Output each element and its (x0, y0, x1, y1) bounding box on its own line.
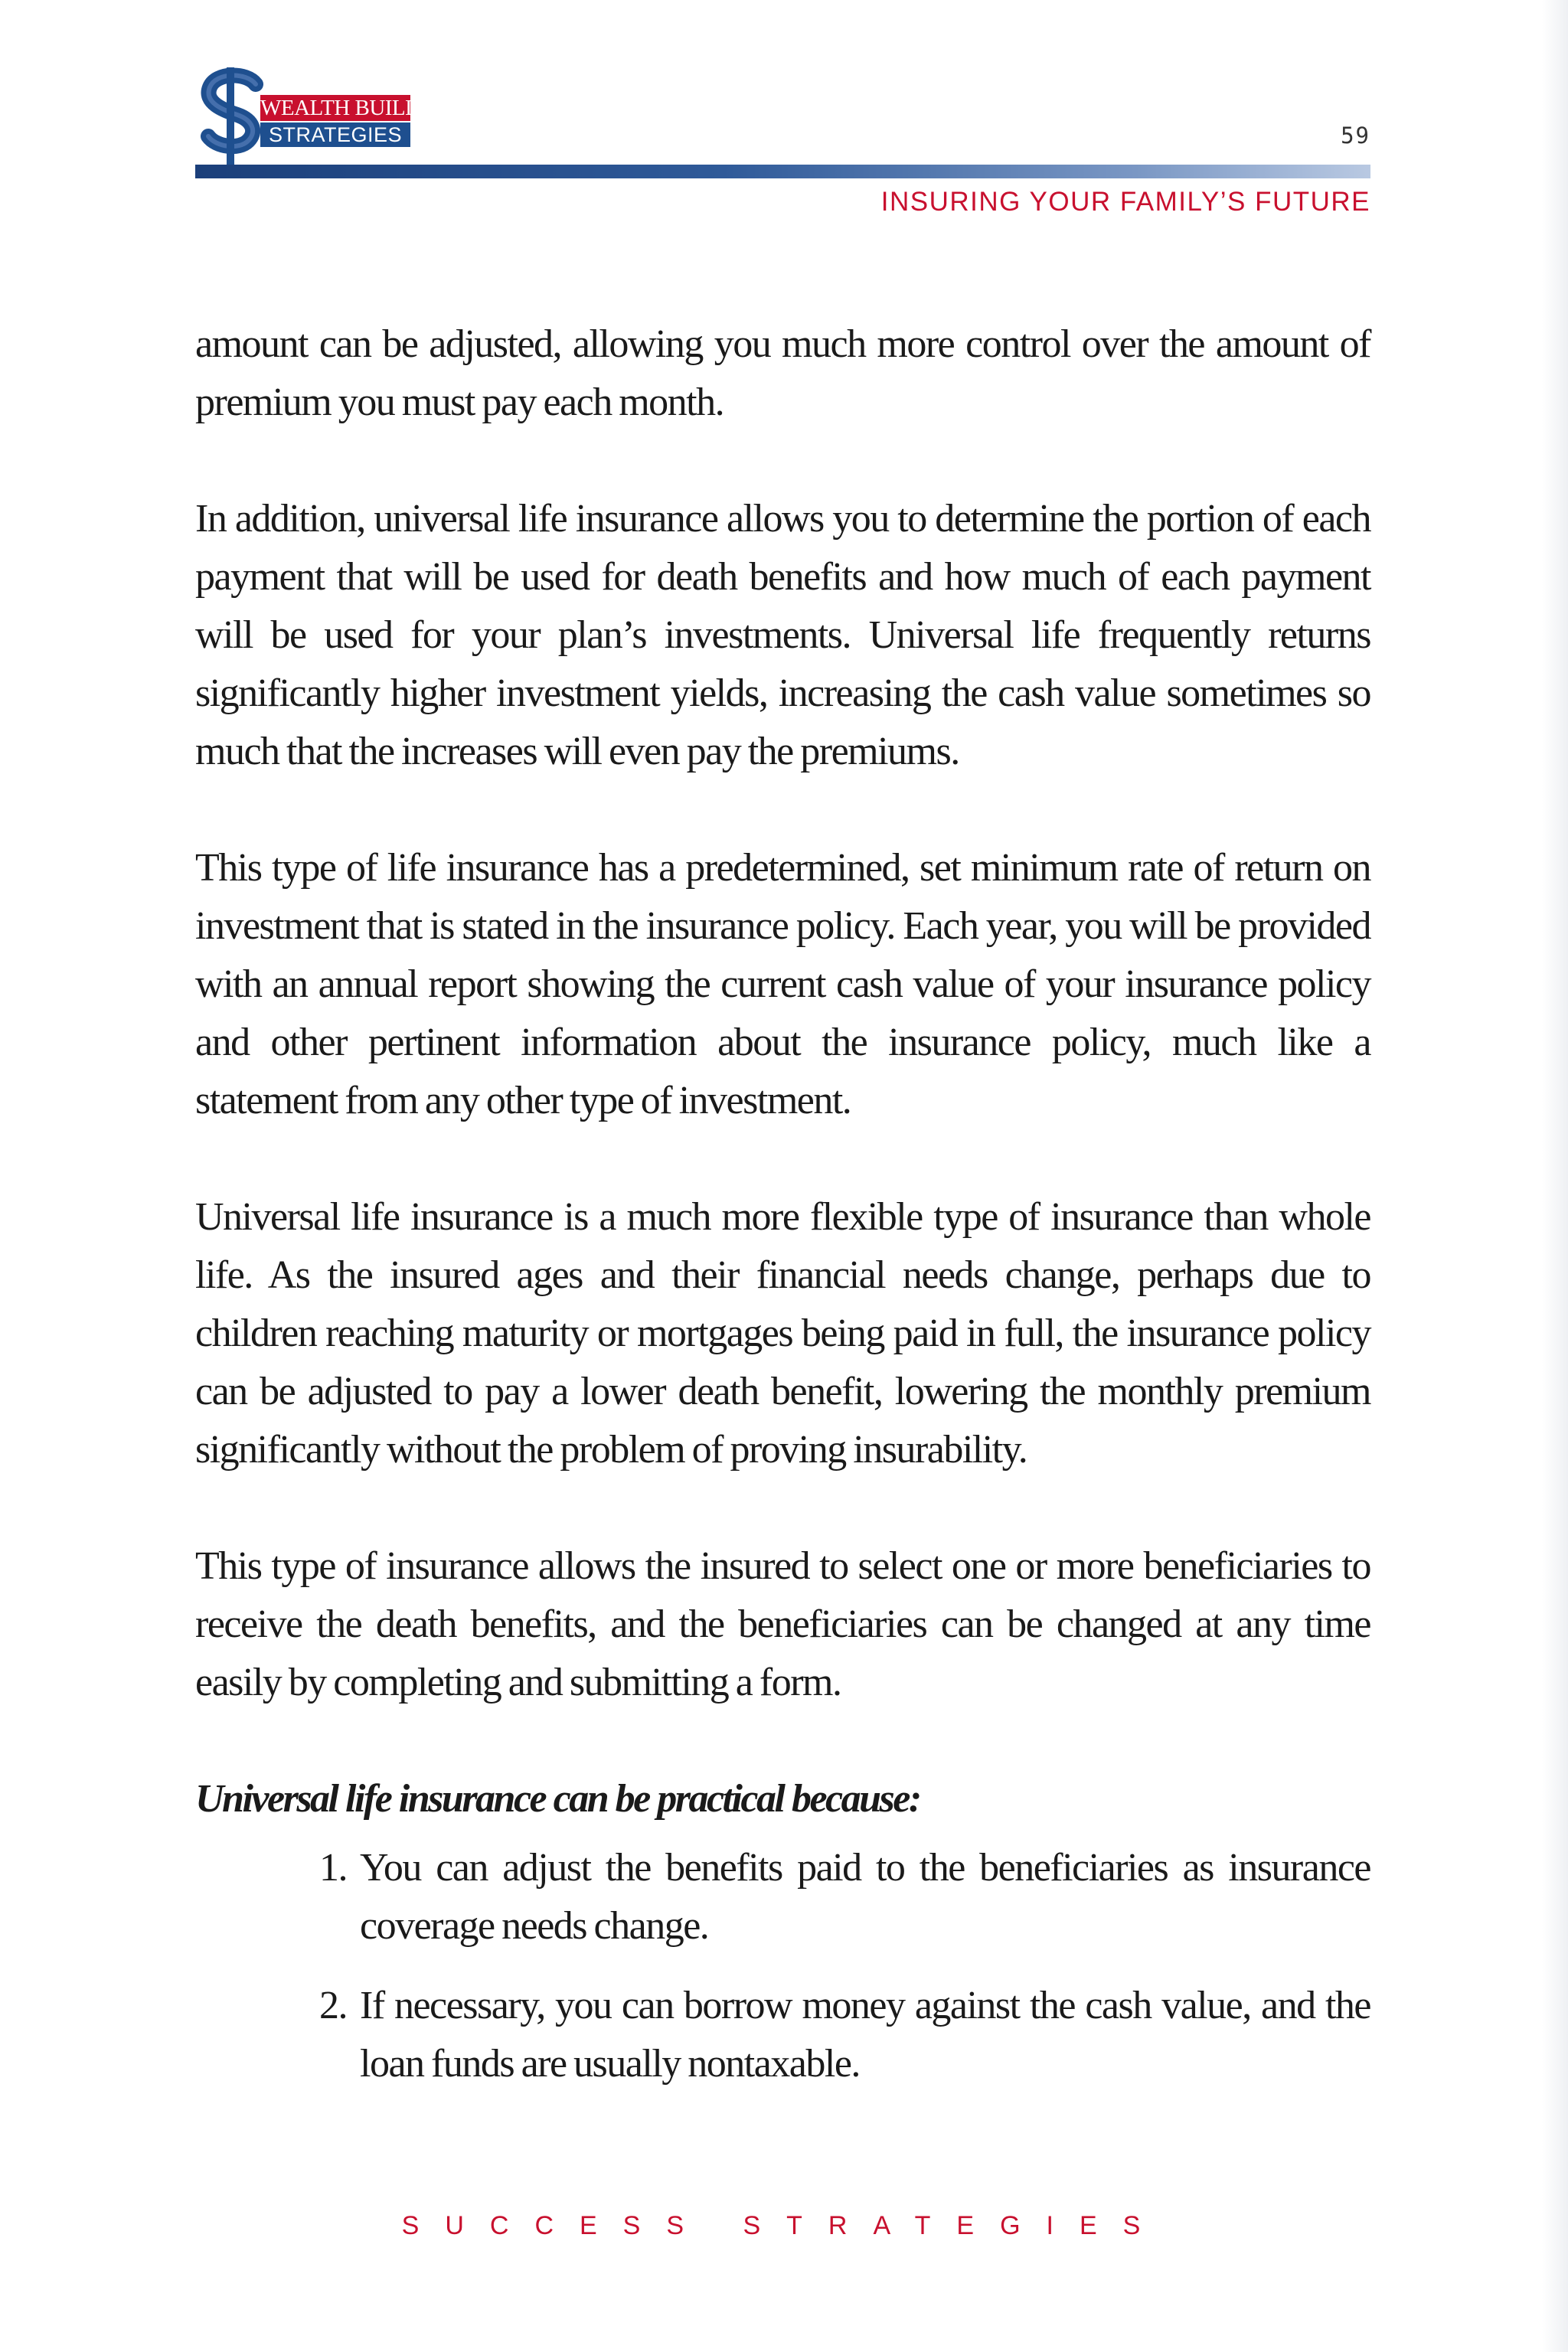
page-number: 59 (1341, 122, 1370, 149)
paragraph: This type of life insurance has a predetermined, set minimum rate of return on investment that is stated in the insurance policy. Each year, you will be provided with an annual report showing the current cash value of your insurance policy and other pertinent information about the insurance policy, much like a statement from any other type of investment. (195, 846, 1370, 1122)
paragraph: In addition, universal life insurance allows you to determine the portion of each payment that will be used for death benefits and how much of each payment will be used for your plan’s investments. Universal life frequently returns significantly higher investment yields, increasing the cash value sometimes so much that the increases will even pay the premiums. (195, 497, 1370, 773)
logo (193, 67, 459, 167)
paragraph: amount can be adjusted, allowing you much more control over the amount of premium you must pay each month. (195, 322, 1370, 424)
paragraph: Universal life insurance is a much more flexible type of insurance than whole life. As the insured ages and their financial needs change, perhaps due to children reaching maturity or mortgages being paid in full, the insurance policy can be adjusted to pay a lower death benefit, lowering the monthly premium significantly without the problem of proving insurability. (195, 1195, 1370, 1472)
list-number: 1. (319, 1846, 347, 1890)
list-item-text: If necessary, you can borrow money against the cash value, and the loan funds are usually nontaxable. (360, 1984, 1370, 2086)
header-rule (195, 165, 1370, 178)
list-item (195, 1977, 1370, 2093)
logo-text-top: WEALTH BUILDING (260, 96, 459, 120)
footer-text: SUCCESS STRATEGIES (401, 2211, 1167, 2240)
running-header: INSURING YOUR FAMILY’S FUTURE (880, 187, 1370, 217)
list-heading: Universal life insurance can be practical because: (195, 1777, 920, 1821)
list-item (195, 1839, 1370, 1955)
body-text (195, 315, 1370, 2115)
list-item-text: You can adjust the benefits paid to the beneficiaries as insurance coverage needs change. (360, 1846, 1370, 1948)
paragraph: This type of insurance allows the insured to select one or more beneficiaries to receive the death benefits, and the beneficiaries can be changed at any time easily by completing and submitting a form. (195, 1544, 1370, 1704)
numbered-list (195, 1839, 1370, 2093)
page-edge (1542, 0, 1568, 2352)
list-number: 2. (319, 1984, 347, 2027)
logo-text-bottom: STRATEGIES (260, 122, 410, 147)
